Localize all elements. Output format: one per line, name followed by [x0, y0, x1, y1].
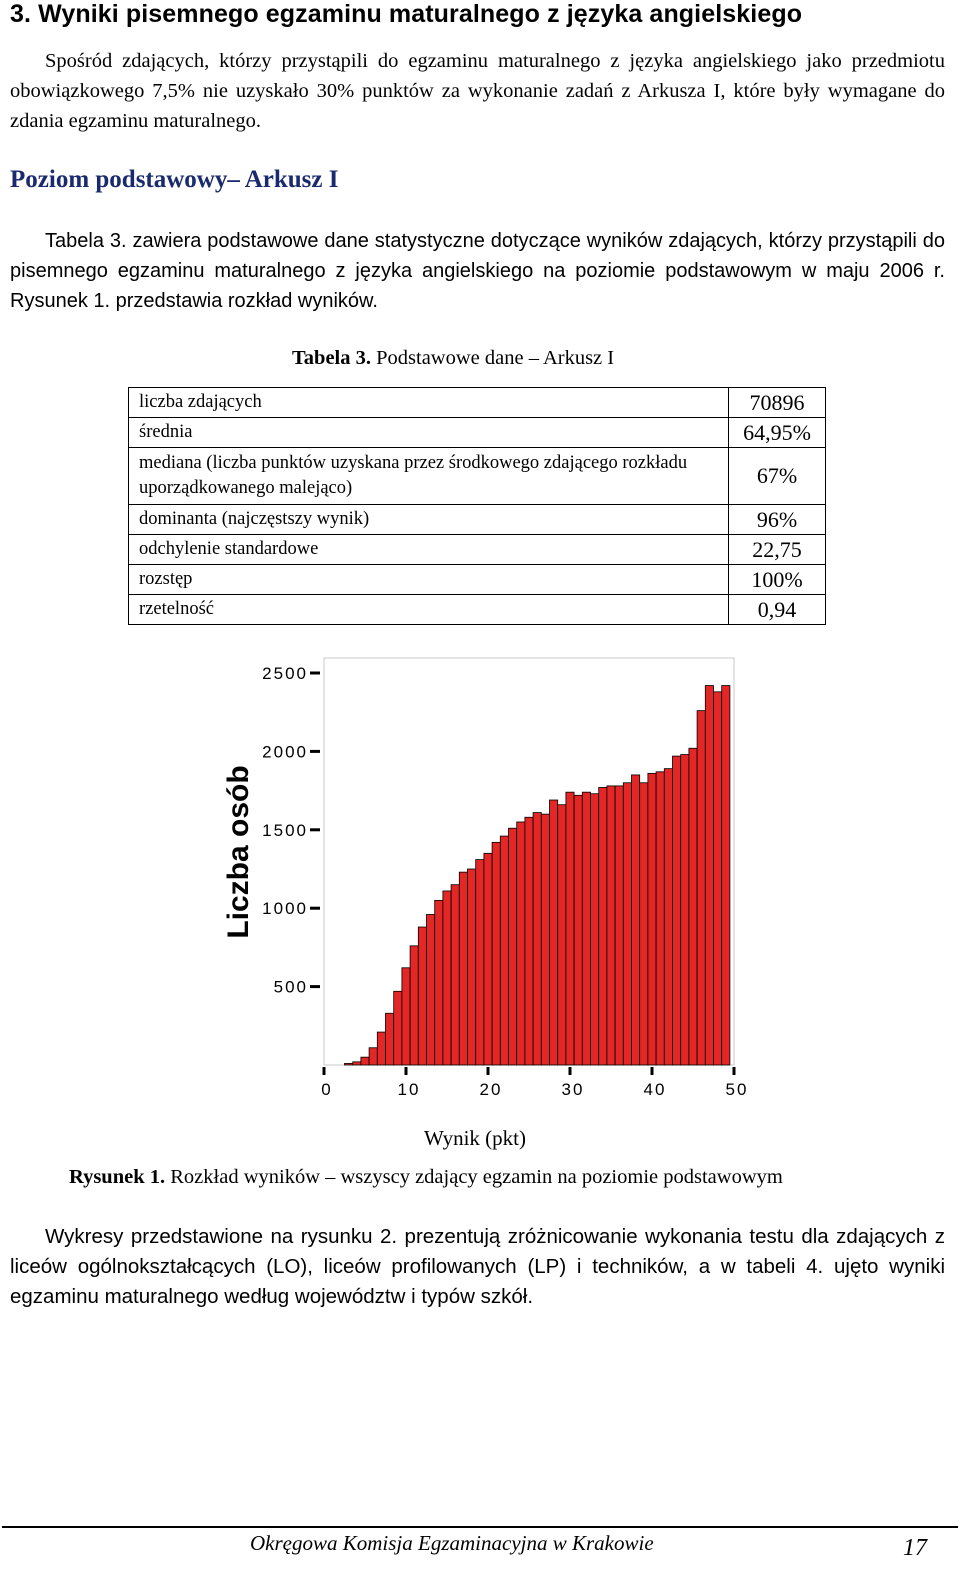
- row-label: dominanta (najczęstszy wynik): [129, 505, 729, 535]
- x-tick-label: 10: [397, 1080, 421, 1099]
- histogram-bar: [410, 946, 418, 1065]
- histogram-bar: [623, 783, 631, 1065]
- row-value: 0,94: [729, 595, 826, 625]
- x-tick-label: 50: [725, 1080, 749, 1099]
- row-value: 70896: [729, 388, 826, 418]
- histogram-bar: [615, 786, 623, 1065]
- histogram-bar: [418, 927, 426, 1065]
- histogram-bar: [386, 1013, 394, 1065]
- row-label: liczba zdających: [129, 388, 729, 418]
- histogram-bar: [459, 872, 467, 1065]
- histogram-bar: [648, 773, 656, 1065]
- table-row: [129, 505, 826, 535]
- row-label: mediana (liczba punktów uzyskana przez środkowego zdającego rozkładu uporządkowanego malejąco): [129, 448, 729, 505]
- y-tick-label: 2000: [262, 742, 308, 762]
- histogram-bar: [484, 853, 492, 1065]
- histogram-chart: [200, 640, 780, 1160]
- histogram-bar: [443, 891, 451, 1065]
- x-tick-label: 20: [479, 1080, 503, 1099]
- footer-organization: Okręgowa Komisja Egzaminacyjna w Krakowie: [250, 1531, 654, 1555]
- histogram-bar: [533, 813, 541, 1065]
- row-value: 100%: [729, 565, 826, 595]
- x-tick-label: 30: [561, 1080, 585, 1099]
- figure-caption-label: Rysunek 1.: [69, 1166, 166, 1188]
- histogram-bar: [369, 1048, 377, 1065]
- histogram-bar: [361, 1057, 369, 1065]
- histogram-bar: [689, 748, 697, 1065]
- y-tick-label: 2500: [262, 664, 308, 683]
- figure-caption: [69, 1166, 783, 1189]
- histogram-bar: [377, 1032, 385, 1065]
- stats-table: [128, 387, 826, 625]
- section-title: 3. Wyniki pisemnego egzaminu maturalnego z języka angielskiego: [10, 0, 803, 28]
- histogram-bar: [509, 828, 517, 1065]
- y-tick-label: 1500: [262, 820, 308, 840]
- table-caption-label: Tabela 3.: [292, 347, 371, 369]
- y-tick-label: 1000: [262, 899, 308, 919]
- table-intro-paragraph: Tabela 3. zawiera podstawowe dane statystyczne dotyczące wyników zdających, którzy przystąpili do pisemnego egzaminu maturalnego z języka angielskiego na poziomie podstawowym w maju 2006 r. Rysunek 1. przedstawia rozkład wyników.: [10, 230, 945, 312]
- histogram-bar: [353, 1062, 361, 1065]
- histogram-bar: [427, 914, 435, 1065]
- table-caption-text: Podstawowe dane – Arkusz I: [371, 347, 615, 369]
- table-row: [129, 388, 826, 418]
- histogram-bar: [435, 900, 443, 1065]
- histogram-bar: [673, 756, 681, 1065]
- row-value: 22,75: [729, 535, 826, 565]
- histogram-bar: [681, 755, 689, 1065]
- footer-rule: [2, 1526, 958, 1528]
- histogram-bar: [402, 968, 410, 1065]
- histogram-bar: [550, 800, 558, 1065]
- y-tick-label: 500: [273, 977, 308, 997]
- table-row: [129, 535, 826, 565]
- closing-paragraph: Wykresy przedstawione na rysunku 2. prezentują zróżnicowanie wykonania testu dla zdających z liceów ogólnokształcących (LO), liceów profilowanych (LP) i techników, a w tabeli 4. ujęto wyniki egzaminu maturalnego według województw i typów szkół.: [10, 1225, 945, 1308]
- histogram-bar: [591, 794, 599, 1065]
- histogram-bar: [492, 842, 500, 1065]
- histogram-bar: [640, 783, 648, 1065]
- histogram-bar: [345, 1063, 353, 1065]
- histogram-bar: [656, 772, 664, 1065]
- table-row: [129, 448, 826, 505]
- page-number: 17: [903, 1535, 927, 1561]
- histogram-bar: [722, 686, 730, 1065]
- histogram-bar: [582, 792, 590, 1065]
- row-label: odchylenie standardowe: [129, 535, 729, 565]
- histogram-bar: [632, 775, 640, 1065]
- x-tick-label: 0: [321, 1080, 333, 1099]
- histogram-bar: [664, 769, 672, 1065]
- figure-caption-text: Rozkład wyników – wszyscy zdający egzamin na poziomie podstawowym: [165, 1166, 783, 1188]
- row-value: 64,95%: [729, 418, 826, 448]
- x-axis-label: Wynik (pkt): [424, 1126, 526, 1150]
- histogram-bar: [451, 885, 459, 1065]
- histogram-bar: [566, 792, 574, 1065]
- row-value: 96%: [729, 505, 826, 535]
- table-row: [129, 595, 826, 625]
- histogram-bar: [468, 869, 476, 1065]
- histogram-bar: [705, 686, 713, 1065]
- histogram-bar: [476, 860, 484, 1065]
- table-caption: [292, 347, 614, 370]
- table-row: [129, 418, 826, 448]
- histogram-bar: [517, 822, 525, 1065]
- histogram-bar: [525, 817, 533, 1065]
- intro-paragraph: Spośród zdających, którzy przystąpili do egzaminu maturalnego z języka angielskiego jako przedmiotu obowiązkowego 7,5% nie uzyskało 30% punktów za wykonanie zadań z Arkusza I, które były wymagane do zdania egzaminu maturalnego.: [10, 50, 945, 132]
- histogram-bar: [607, 786, 615, 1065]
- histogram-bar: [558, 805, 566, 1065]
- histogram-bar: [697, 711, 705, 1065]
- histogram-bar: [574, 795, 582, 1065]
- x-tick-label: 40: [643, 1080, 667, 1099]
- row-label: średnia: [129, 418, 729, 448]
- table-row: [129, 565, 826, 595]
- histogram-bar: [394, 991, 402, 1065]
- histogram-bar: [599, 787, 607, 1065]
- histogram-bar: [714, 692, 722, 1065]
- row-value: 67%: [729, 448, 826, 505]
- histogram-bar: [541, 814, 549, 1065]
- y-axis-label: Liczba osób: [222, 765, 255, 939]
- row-label: rzetelność: [129, 595, 729, 625]
- row-label: rozstęp: [129, 565, 729, 595]
- level-heading: Poziom podstawowy– Arkusz I: [10, 166, 339, 193]
- histogram-bar: [500, 836, 508, 1065]
